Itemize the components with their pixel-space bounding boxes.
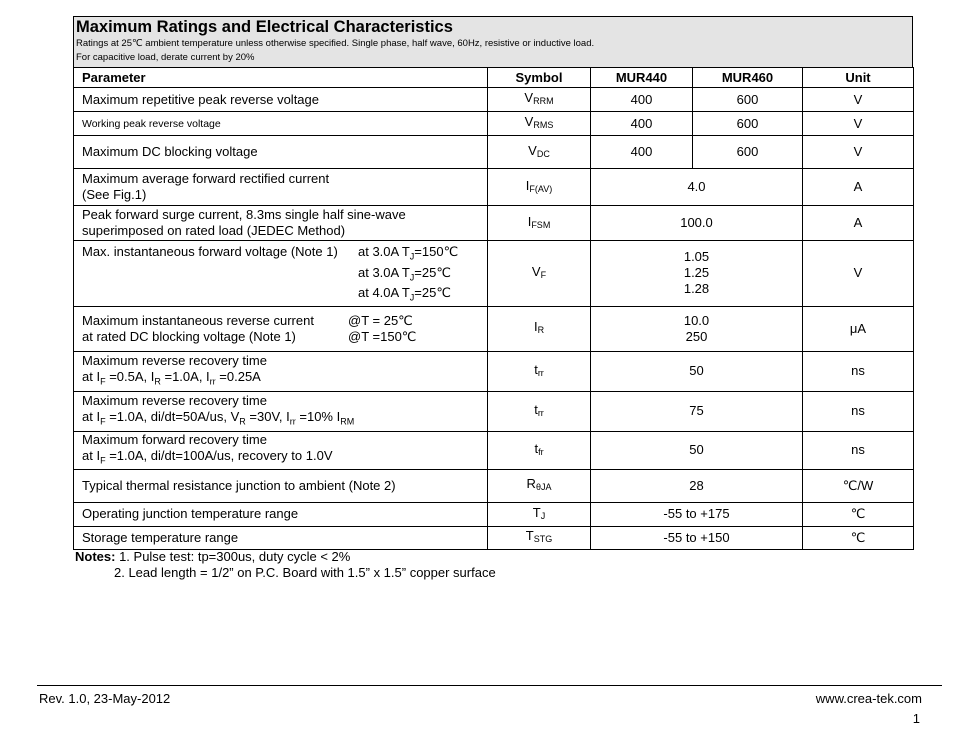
param-line-1: Maximum average forward rectified current [82,171,330,186]
note-2: 2. Lead length = 1/2” on P.C. Board with 1.5” x 1.5” copper surface [114,565,496,580]
param-text: =1.0A, di/dt=50A/us, V [105,408,240,424]
condition-line [358,285,479,306]
symbol-text: T [525,528,534,544]
value-cell [591,306,803,351]
symbol-text: t [534,361,538,377]
symbol-subscript: fr [538,446,544,457]
param-text: at I [82,447,101,463]
symbol-cell [488,306,591,351]
param-line-1: Maximum forward recovery time [82,431,267,447]
symbol-cell [488,241,591,307]
condition-subscript: J [409,292,415,303]
param-subscript: F [100,416,106,427]
param-cell [74,306,488,351]
param-subscript: F [100,455,106,466]
symbol-text: t [534,440,539,456]
param-text: =10% I [295,408,341,424]
table-row [74,391,914,431]
value-cell: 100.0 [591,206,803,241]
unit-cell: ℃ [803,502,914,526]
revision-text: Rev. 1.0, 23-May-2012 [39,691,171,706]
param-cell: Storage temperature range [74,526,488,549]
table-row [74,206,914,241]
symbol-cell [488,88,591,112]
section-subtitle-1: Ratings at 25℃ ambient temperature unless otherwise specified. Single phase, half wave, 60Hz, resistive or inductive load. [76,38,595,49]
condition-subscript: J [409,272,415,283]
col-header-mur460: MUR460 [693,68,803,88]
symbol-cell [488,469,591,502]
param-text: =1.0A, I [160,368,210,384]
table-row [74,526,914,549]
section-header [73,16,913,67]
value-cell [591,241,803,307]
value-cell: 4.0 [591,169,803,206]
value-cell: 50 [591,431,803,469]
symbol-subscript: DC [536,148,550,159]
param-cell [74,169,488,206]
unit-cell: V [803,112,914,136]
param-subscript: rr [209,376,216,387]
condition-text: at 3.0A T [358,244,410,259]
symbol-cell [488,112,591,136]
symbol-text: V [528,142,537,158]
param-cell [74,206,488,241]
ratings-table [73,67,914,550]
param-text: =1.0A, di/dt=100A/us, recovery to 1.0V [105,447,333,463]
table-row [74,112,914,136]
param-cell: Typical thermal resistance junction to ambient (Note 2) [74,469,488,502]
table-row [74,431,914,469]
section-subtitle-2: For capacitive load, derate current by 20% [76,52,255,63]
param-cell: Working peak reverse voltage [74,112,488,136]
param-subscript: RM [340,416,355,427]
value-cell: 50 [591,351,803,391]
unit-cell: V [803,88,914,112]
mur460-cell: 600 [693,88,803,112]
symbol-cell [488,502,591,526]
condition-text: at 3.0A T [358,264,410,280]
param-line-2: superimposed on rated load (JEDEC Method) [82,223,346,238]
note-1 [75,549,496,565]
symbol-subscript: rr [537,407,544,418]
col-header-symbol: Symbol [488,68,591,88]
symbol-text: V [524,114,534,129]
condition-value: =25℃ [414,285,451,301]
value-line: 250 [685,328,708,344]
symbol-cell [488,206,591,241]
col-header-parameter: Parameter [74,68,488,88]
param-line-2 [82,448,479,469]
section-title: Maximum Ratings and Electrical Characteristics [76,18,453,36]
symbol-subscript: θJA [535,482,552,493]
unit-cell: A [803,169,914,206]
value-line: 1.05 [683,249,710,265]
param-line-1: Maximum reverse recovery time [82,392,267,408]
condition-value: =25℃ [414,264,451,280]
table-row [74,169,914,206]
param-line-1: Maximum instantaneous reverse current [82,312,314,328]
symbol-text: I [525,177,530,193]
value-line: 1.28 [683,281,710,297]
param-line-1: Maximum reverse recovery time [82,352,267,368]
unit-cell: A [803,206,914,241]
footer-divider [37,685,942,686]
mur440-cell: 400 [591,112,693,136]
param-line-2: at rated DC blocking voltage (Note 1) [82,328,296,344]
symbol-text: I [527,213,532,229]
param-cell [74,241,488,307]
symbol-subscript: FSM [531,219,551,230]
unit-cell: ℃ [803,526,914,549]
param-text: =30V, I [245,408,290,424]
table-row [74,88,914,112]
unit-cell: μA [803,306,914,351]
condition-line [358,244,479,265]
table-row [74,136,914,169]
unit-cell: ns [803,431,914,469]
symbol-cell [488,431,591,469]
symbol-subscript: RRM [533,96,554,106]
symbol-cell [488,136,591,169]
col-header-unit: Unit [803,68,914,88]
param-text: =0.5A, I [105,368,155,384]
value-cell: 75 [591,391,803,431]
unit-cell: ℃/W [803,469,914,502]
symbol-cell [488,351,591,391]
mur460-cell: 600 [693,112,803,136]
param-line-2: (See Fig.1) [82,187,147,202]
symbol-cell [488,391,591,431]
param-subscript: F [100,376,106,387]
symbol-subscript: J [540,510,546,521]
symbol-cell [488,526,591,549]
symbol-subscript: RMS [533,120,554,130]
unit-cell: ns [803,351,914,391]
symbol-subscript: F [540,269,547,280]
notes-label: Notes: [75,549,116,564]
note-1-text: 1. Pulse test: tp=300us, duty cycle < 2% [115,549,351,564]
param-line-2 [82,409,479,430]
value-cell: 28 [591,469,803,502]
condition-value: =150℃ [414,244,459,259]
symbol-subscript: F(AV) [529,183,553,194]
param-cell [74,391,488,431]
table-row [74,306,914,351]
symbol-subscript: R [537,325,545,336]
symbol-cell [488,169,591,206]
param-cell [74,431,488,469]
unit-cell: V [803,136,914,169]
ratings-section [73,16,913,550]
param-text: at I [82,368,101,384]
table-row [74,241,914,307]
param-cell: Maximum repetitive peak reverse voltage [74,88,488,112]
symbol-subscript: STG [533,534,553,545]
symbol-text: t [534,401,538,417]
param-text: =0.25A [215,368,261,384]
symbol-text: I [533,319,538,335]
condition-line-1: @T = 25℃ [348,312,413,328]
table-row [74,351,914,391]
param-cell: Operating junction temperature range [74,502,488,526]
website-text: www.crea-tek.com [815,691,922,706]
param-line-2 [82,369,479,390]
value-line: 10.0 [683,312,710,328]
param-cell [74,351,488,391]
param-line-1: Peak forward surge current, 8.3ms single half sine-wave [82,207,406,222]
table-row [74,502,914,526]
condition-text: at 4.0A T [358,285,410,301]
condition-subscript: J [409,251,415,262]
symbol-text: V [524,90,534,105]
unit-cell: V [803,241,914,307]
notes [75,549,496,581]
table-header-row [74,68,914,88]
table-row [74,469,914,502]
col-header-mur440: MUR440 [591,68,693,88]
mur440-cell: 400 [591,136,693,169]
param-cell: Maximum DC blocking voltage [74,136,488,169]
param-text: Max. instantaneous forward voltage (Note 1) [82,244,338,259]
param-subscript: R [154,376,161,387]
value-cell: -55 to +175 [591,502,803,526]
value-cell: -55 to +150 [591,526,803,549]
symbol-text: R [526,476,536,492]
symbol-text: T [532,504,541,520]
symbol-subscript: rr [537,367,544,378]
param-subscript: R [239,416,246,427]
mur460-cell: 600 [693,136,803,169]
unit-cell: ns [803,391,914,431]
page-number: 1 [912,711,920,726]
param-subscript: rr [289,416,296,427]
mur440-cell: 400 [591,88,693,112]
condition-line [358,265,479,286]
param-text: at I [82,408,101,424]
value-line: 1.25 [683,265,710,281]
symbol-text: V [531,263,541,279]
condition-line-2: @T =150℃ [348,328,417,344]
condition-list [358,244,479,306]
